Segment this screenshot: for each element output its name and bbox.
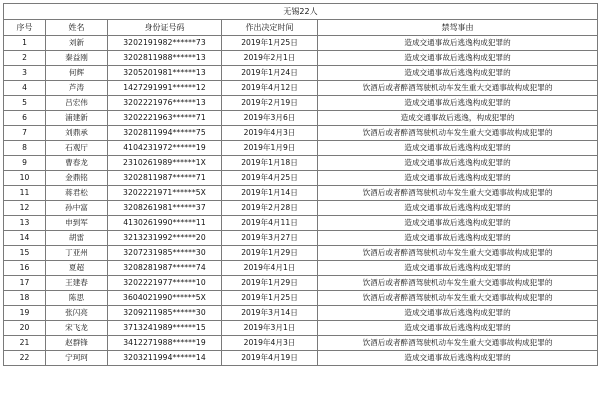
row-name-cell: 夏超 — [46, 261, 108, 276]
row-no-cell: 14 — [4, 231, 46, 246]
row-id-cell: 2310261989******1X — [108, 156, 222, 171]
disqualification-table — [3, 3, 598, 366]
table-row — [4, 306, 598, 321]
row-no-cell: 7 — [4, 126, 46, 141]
row-date-cell: 2019年3月14日 — [222, 306, 318, 321]
row-name-cell: 蒋君松 — [46, 186, 108, 201]
row-reason-cell: 造成交通事故后逃逸构成犯罪的 — [318, 66, 598, 81]
row-id-cell: 1427291991******12 — [108, 81, 222, 96]
row-reason-cell: 造成交通事故后逃逸构成犯罪的 — [318, 201, 598, 216]
row-no-cell: 9 — [4, 156, 46, 171]
table-row — [4, 201, 598, 216]
table-row — [4, 66, 598, 81]
row-no-cell: 12 — [4, 201, 46, 216]
row-reason-cell: 造成交通事故后逃逸构成犯罪的 — [318, 36, 598, 51]
row-name-cell: 浦建新 — [46, 111, 108, 126]
row-reason-cell: 饮酒后或者醉酒驾驶机动车发生重大交通事故构成犯罪的 — [318, 126, 598, 141]
row-no-cell: 8 — [4, 141, 46, 156]
row-reason-cell: 造成交通事故后逃逸构成犯罪的 — [318, 351, 598, 366]
row-name-cell: 芦涛 — [46, 81, 108, 96]
row-date-cell: 2019年2月1日 — [222, 51, 318, 66]
table-row — [4, 156, 598, 171]
row-id-cell: 3202811988******13 — [108, 51, 222, 66]
row-date-cell: 2019年1月29日 — [222, 276, 318, 291]
row-id-cell: 3412271988******19 — [108, 336, 222, 351]
row-date-cell: 2019年4月12日 — [222, 81, 318, 96]
row-name-cell: 刘鼎承 — [46, 126, 108, 141]
row-no-cell: 19 — [4, 306, 46, 321]
row-date-cell: 2019年3月6日 — [222, 111, 318, 126]
row-date-cell: 2019年1月18日 — [222, 156, 318, 171]
row-reason-cell: 饮酒后或者醉酒驾驶机动车发生重大交通事故构成犯罪的 — [318, 336, 598, 351]
row-no-cell: 11 — [4, 186, 46, 201]
table-title: 无锡22人 — [4, 4, 598, 20]
table-row — [4, 216, 598, 231]
table-row — [4, 291, 598, 306]
row-id-cell: 3713241989******15 — [108, 321, 222, 336]
row-reason-cell: 饮酒后或者醉酒驾驶机动车发生重大交通事故构成犯罪的 — [318, 246, 598, 261]
row-id-cell: 3202811987******71 — [108, 171, 222, 186]
row-id-cell: 3208281987******74 — [108, 261, 222, 276]
row-id-cell: 3207231985******30 — [108, 246, 222, 261]
row-name-cell: 丁亚州 — [46, 246, 108, 261]
row-reason-cell: 饮酒后或者醉酒驾驶机动车发生重大交通事故构成犯罪的 — [318, 81, 598, 96]
table-row — [4, 36, 598, 51]
table-row — [4, 261, 598, 276]
row-reason-cell: 造成交通事故后逃逸构成犯罪的 — [318, 261, 598, 276]
table-row — [4, 186, 598, 201]
row-id-cell: 3208261981******37 — [108, 201, 222, 216]
row-date-cell: 2019年1月25日 — [222, 36, 318, 51]
row-name-cell: 胡雷 — [46, 231, 108, 246]
row-reason-cell: 造成交通事故后逃逸构成犯罪的 — [318, 51, 598, 66]
row-name-cell: 陈思 — [46, 291, 108, 306]
row-name-cell: 张闪亮 — [46, 306, 108, 321]
row-name-cell: 孙中富 — [46, 201, 108, 216]
header-no: 序号 — [4, 20, 46, 36]
table-title-row — [4, 4, 598, 20]
row-name-cell: 宋飞龙 — [46, 321, 108, 336]
table-row — [4, 336, 598, 351]
row-name-cell: 宁珂珂 — [46, 351, 108, 366]
table-row — [4, 171, 598, 186]
row-reason-cell: 饮酒后或者醉酒驾驶机动车发生重大交通事故构成犯罪的 — [318, 291, 598, 306]
row-reason-cell: 造成交通事故后逃逸，构成犯罪的 — [318, 111, 598, 126]
header-id-number: 身份证号码 — [108, 20, 222, 36]
row-name-cell: 石观厅 — [46, 141, 108, 156]
row-no-cell: 15 — [4, 246, 46, 261]
row-id-cell: 3209211985******30 — [108, 306, 222, 321]
row-name-cell: 申到军 — [46, 216, 108, 231]
row-id-cell: 3202811994******75 — [108, 126, 222, 141]
row-reason-cell: 造成交通事故后逃逸构成犯罪的 — [318, 141, 598, 156]
row-id-cell: 4130261990******11 — [108, 216, 222, 231]
row-no-cell: 10 — [4, 171, 46, 186]
table-row — [4, 96, 598, 111]
table-row — [4, 321, 598, 336]
row-no-cell: 22 — [4, 351, 46, 366]
row-reason-cell: 造成交通事故后逃逸构成犯罪的 — [318, 96, 598, 111]
table-row — [4, 351, 598, 366]
table-body — [4, 4, 598, 366]
row-no-cell: 18 — [4, 291, 46, 306]
row-no-cell: 17 — [4, 276, 46, 291]
row-reason-cell: 饮酒后或者醉酒驾驶机动车发生重大交通事故构成犯罪的 — [318, 186, 598, 201]
row-date-cell: 2019年4月25日 — [222, 171, 318, 186]
row-id-cell: 3202221977******10 — [108, 276, 222, 291]
row-id-cell: 3202191982******73 — [108, 36, 222, 51]
row-reason-cell: 饮酒后或者醉酒驾驶机动车发生重大交通事故构成犯罪的 — [318, 276, 598, 291]
table-row — [4, 246, 598, 261]
row-reason-cell: 造成交通事故后逃逸构成犯罪的 — [318, 156, 598, 171]
row-date-cell: 2019年1月25日 — [222, 291, 318, 306]
row-id-cell: 3604021990******5X — [108, 291, 222, 306]
row-reason-cell: 造成交通事故后逃逸构成犯罪的 — [318, 216, 598, 231]
document-page — [3, 3, 597, 366]
row-id-cell: 3203211994******14 — [108, 351, 222, 366]
row-date-cell: 2019年4月3日 — [222, 336, 318, 351]
row-no-cell: 5 — [4, 96, 46, 111]
row-no-cell: 21 — [4, 336, 46, 351]
row-date-cell: 2019年1月14日 — [222, 186, 318, 201]
header-decision-date: 作出决定时间 — [222, 20, 318, 36]
row-date-cell: 2019年4月1日 — [222, 261, 318, 276]
table-row — [4, 231, 598, 246]
row-name-cell: 王建春 — [46, 276, 108, 291]
row-name-cell: 曹春龙 — [46, 156, 108, 171]
header-name: 姓名 — [46, 20, 108, 36]
row-no-cell: 3 — [4, 66, 46, 81]
row-name-cell: 金鼎铭 — [46, 171, 108, 186]
row-date-cell: 2019年3月27日 — [222, 231, 318, 246]
row-reason-cell: 造成交通事故后逃逸构成犯罪的 — [318, 171, 598, 186]
row-date-cell: 2019年1月29日 — [222, 246, 318, 261]
row-date-cell: 2019年1月9日 — [222, 141, 318, 156]
row-date-cell: 2019年4月3日 — [222, 126, 318, 141]
row-id-cell: 4104231972******19 — [108, 141, 222, 156]
row-date-cell: 2019年3月1日 — [222, 321, 318, 336]
row-reason-cell: 造成交通事故后逃逸构成犯罪的 — [318, 231, 598, 246]
row-name-cell: 刘新 — [46, 36, 108, 51]
table-row — [4, 276, 598, 291]
row-no-cell: 13 — [4, 216, 46, 231]
table-row — [4, 111, 598, 126]
row-date-cell: 2019年1月24日 — [222, 66, 318, 81]
row-date-cell: 2019年4月11日 — [222, 216, 318, 231]
row-date-cell: 2019年4月19日 — [222, 351, 318, 366]
row-name-cell: 秦益刚 — [46, 51, 108, 66]
row-id-cell: 3202221971******5X — [108, 186, 222, 201]
row-no-cell: 16 — [4, 261, 46, 276]
table-row — [4, 51, 598, 66]
row-no-cell: 1 — [4, 36, 46, 51]
row-id-cell: 3213231992******20 — [108, 231, 222, 246]
row-id-cell: 3202221963******71 — [108, 111, 222, 126]
table-header-row — [4, 20, 598, 36]
row-no-cell: 6 — [4, 111, 46, 126]
row-no-cell: 4 — [4, 81, 46, 96]
row-id-cell: 3202221976******13 — [108, 96, 222, 111]
row-no-cell: 20 — [4, 321, 46, 336]
row-no-cell: 2 — [4, 51, 46, 66]
table-row — [4, 81, 598, 96]
table-row — [4, 126, 598, 141]
header-reason: 禁驾事由 — [318, 20, 598, 36]
row-reason-cell: 造成交通事故后逃逸构成犯罪的 — [318, 306, 598, 321]
row-id-cell: 3205201981******13 — [108, 66, 222, 81]
row-date-cell: 2019年2月28日 — [222, 201, 318, 216]
row-name-cell: 何辉 — [46, 66, 108, 81]
row-date-cell: 2019年2月19日 — [222, 96, 318, 111]
row-name-cell: 吕宏伟 — [46, 96, 108, 111]
row-name-cell: 赵群锋 — [46, 336, 108, 351]
table-row — [4, 141, 598, 156]
row-reason-cell: 造成交通事故后逃逸构成犯罪的 — [318, 321, 598, 336]
